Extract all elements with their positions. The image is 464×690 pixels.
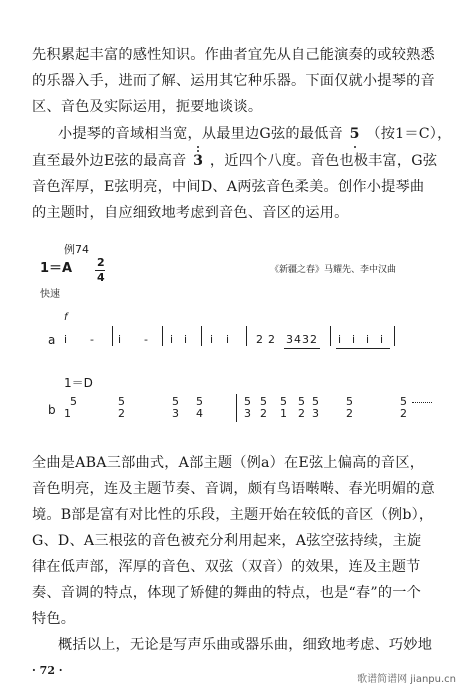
continuation-dots: [412, 402, 432, 404]
bar-line: [330, 326, 331, 346]
note-b: 3: [172, 407, 179, 420]
note-b: 3: [244, 407, 251, 420]
bar-line: [236, 394, 237, 422]
note-b: 5: [260, 395, 267, 408]
bar-line: [201, 326, 202, 346]
para1-line-3: 区、音色及实际运用，扼要地谈谈。: [32, 99, 263, 115]
note-a: i: [118, 333, 122, 346]
note-a: 4: [294, 333, 301, 346]
para3-line-5: 律在低声部，浑厚的音色、双弦（双音）的效果，连及主题节: [32, 559, 421, 575]
time-sig-top: 2: [97, 256, 105, 269]
bar-line: [246, 326, 247, 346]
note-b: 5: [196, 395, 203, 408]
para1-line-1: 先积累起丰富的感性知识。作曲者宜先从自己能演奏的或较熟悉: [32, 47, 435, 63]
note-a: i: [352, 333, 356, 346]
para4-line-1: 概括以上，无论是写声乐曲或器乐曲，细致地考虑、巧妙地: [58, 637, 433, 653]
example-label: 例74: [64, 243, 89, 256]
page-number: · 72 ·: [32, 664, 63, 677]
note-a: i: [64, 333, 68, 346]
note-b: 3: [312, 407, 319, 420]
note-a: -: [144, 333, 148, 346]
note-b: 5: [172, 395, 179, 408]
note-a: i: [170, 333, 174, 346]
note-a: i: [380, 333, 384, 346]
note-a: i: [366, 333, 370, 346]
note-a: i: [226, 333, 230, 346]
note-low-digit: 5: [349, 126, 360, 142]
high-octave-dot-2: [197, 146, 199, 148]
note-a: 2: [268, 333, 275, 346]
high-octave-dot-1: [197, 150, 199, 152]
para2-line-1-tail: （按1＝C），: [366, 126, 452, 142]
note-b: 2: [298, 407, 305, 420]
note-high: [191, 153, 205, 169]
para3-line-4: G、D、A三根弦的音色被充分利用起来，A弦空弦持续，主旋: [32, 533, 422, 549]
note-b: 1: [280, 407, 287, 420]
line-a-label: a: [48, 333, 56, 347]
note-b: 5: [70, 395, 77, 408]
note-a: i: [184, 333, 188, 346]
beam: [284, 348, 320, 349]
note-b: 2: [346, 407, 353, 420]
tempo-mark: 快速: [40, 289, 60, 300]
para2-line-1-text: 小提琴的音域相当宽，从最里边G弦的最低音: [58, 126, 343, 142]
dynamic-mark: f: [64, 312, 68, 323]
note-a: 2: [310, 333, 317, 346]
time-sig-bottom: 4: [97, 271, 105, 284]
note-a: i: [338, 333, 342, 346]
beam: [336, 348, 390, 349]
note-b: 2: [260, 407, 267, 420]
note-b: 5: [298, 395, 305, 408]
para2-line-2-tail: ，近四个八度。音色也极丰富，G弦: [209, 153, 438, 169]
note-low: [348, 126, 362, 142]
note-b: 4: [196, 407, 203, 420]
note-a: 2: [256, 333, 263, 346]
para2-line-3: 音色浑厚，E弦明亮，中间D、A两弦音色柔美。创作小提琴曲: [32, 179, 425, 195]
para3-line-6: 奏、音调的特点，体现了矫健的舞曲的特点，也是“春”的一个: [32, 585, 421, 601]
para2-line-2: [32, 150, 437, 170]
note-a: 3: [302, 333, 309, 346]
note-a: -: [90, 333, 94, 346]
bar-line: [162, 326, 163, 346]
note-b: 1: [64, 407, 71, 420]
para3-line-7: 特色。: [32, 611, 76, 627]
note-high-digit: 3: [193, 153, 204, 169]
bar-line: [112, 326, 113, 346]
bar-line: [394, 326, 395, 346]
para2-line-1: [58, 123, 451, 143]
note-b: 5: [280, 395, 287, 408]
para3-line-2: 音色明亮，连及主题节奏、音调，颇有鸟语啭啭、春光明媚的意: [32, 481, 435, 497]
para2-line-4: 的主题时，自应细致地考虑到音色、音区的运用。: [32, 205, 349, 221]
note-b: 2: [118, 407, 125, 420]
source-credit: 《新疆之春》马耀先、李中汉曲: [270, 265, 397, 275]
para2-line-2-text: 直至最外边E弦的最高音: [32, 153, 187, 169]
line-b-label: b: [48, 403, 56, 417]
note-b: 2: [400, 407, 407, 420]
para3-line-1: 全曲是ABA三部曲式，A部主题（例a）在E弦上偏高的音区，: [32, 455, 425, 471]
note-b: 5: [312, 395, 319, 408]
note-a: 3: [286, 333, 293, 346]
note-b: 5: [244, 395, 251, 408]
note-b: 5: [400, 395, 407, 408]
note-b: 5: [118, 395, 125, 408]
note-b: 5: [346, 395, 353, 408]
para1-line-2: 的乐器入手，进而了解、运用其它种乐器。下面仅就小提琴的音: [32, 73, 435, 89]
note-a: i: [210, 333, 214, 346]
key-signature-a: 1＝A: [40, 261, 73, 276]
key-signature-b: 1＝D: [64, 376, 93, 390]
watermark: 歌谱简谱网 jianpu.cn: [357, 674, 456, 685]
low-octave-dot: [354, 146, 356, 148]
para3-line-3: 境。B部是富有对比性的乐段，主题开始在较低的音区（例b），: [32, 507, 434, 523]
